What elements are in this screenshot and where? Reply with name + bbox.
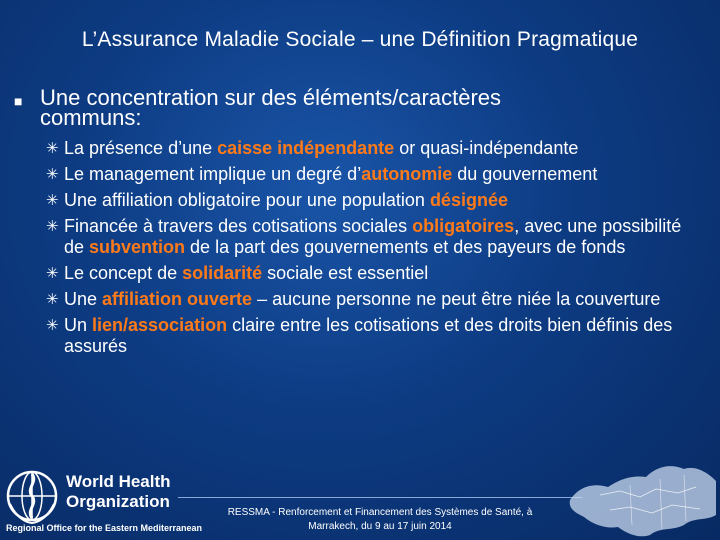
main-bullet-line2: communs: — [40, 105, 142, 130]
highlight: autonomie — [361, 164, 453, 184]
main-bullet-line1: Une concentration sur des éléments/caractères — [40, 85, 502, 110]
footer-text: RESSMA - Renforcement et Financement des Systèmes de Santé, à Marrakech, du 9 au 17 juin 2014 — [227, 507, 533, 532]
who-region: Regional Office for the Eastern Mediterranean — [6, 523, 203, 533]
sub-bullet: ✳ Le management implique un degré d’autonomie du gouvernement — [46, 164, 598, 184]
highlight: solidarité — [182, 263, 263, 283]
regional-map-icon — [560, 455, 720, 540]
footer-divider — [178, 497, 582, 498]
highlight: caisse indépendante — [217, 138, 395, 158]
asterisk-bullet-icon: ✳ — [46, 218, 59, 235]
sub-bullet-list — [46, 138, 696, 362]
sub-bullet: ✳ La présence d’une caisse indépendante or quasi-indépendante — [46, 138, 579, 158]
asterisk-bullet-icon: ✳ — [46, 291, 59, 308]
bullet-icon: ■ — [14, 93, 23, 109]
highlight: lien/association — [92, 315, 228, 335]
main-bullet — [14, 85, 704, 130]
highlight: désignée — [429, 190, 508, 210]
asterisk-bullet-icon: ✳ — [46, 317, 59, 334]
who-emblem-icon — [2, 466, 62, 526]
asterisk-bullet-icon: ✳ — [46, 265, 59, 282]
highlight: obligatoires — [412, 216, 515, 236]
who-logo — [2, 462, 203, 540]
asterisk-bullet-icon: ✳ — [46, 166, 59, 183]
main-bullet-text — [40, 85, 704, 130]
sub-bullet: ✳ Une affiliation ouverte – aucune personne ne peut être niée la couverture — [46, 289, 661, 309]
who-name: World Health Organization — [66, 472, 171, 511]
asterisk-bullet-icon: ✳ — [46, 140, 59, 157]
asterisk-bullet-icon: ✳ — [46, 192, 59, 209]
slide-title: L’Assurance Maladie Sociale – une Définition Pragmatique — [81, 28, 639, 51]
highlight: subvention — [89, 237, 186, 257]
sub-bullet: ✳ Le concept de solidarité sociale est essentiel — [46, 263, 429, 283]
sub-bullet: ✳ Financée à travers des cotisations sociales obligatoires, avec une possibilité de subvention de la part des gouvernements et des payeurs de fonds — [46, 216, 682, 257]
sub-bullet: ✳ Un lien/association claire entre les cotisations et des droits bien définis des assurés — [46, 315, 673, 356]
sub-bullet: ✳ Une affiliation obligatoire pour une population désignée — [46, 190, 508, 210]
highlight: affiliation ouverte — [102, 289, 253, 309]
